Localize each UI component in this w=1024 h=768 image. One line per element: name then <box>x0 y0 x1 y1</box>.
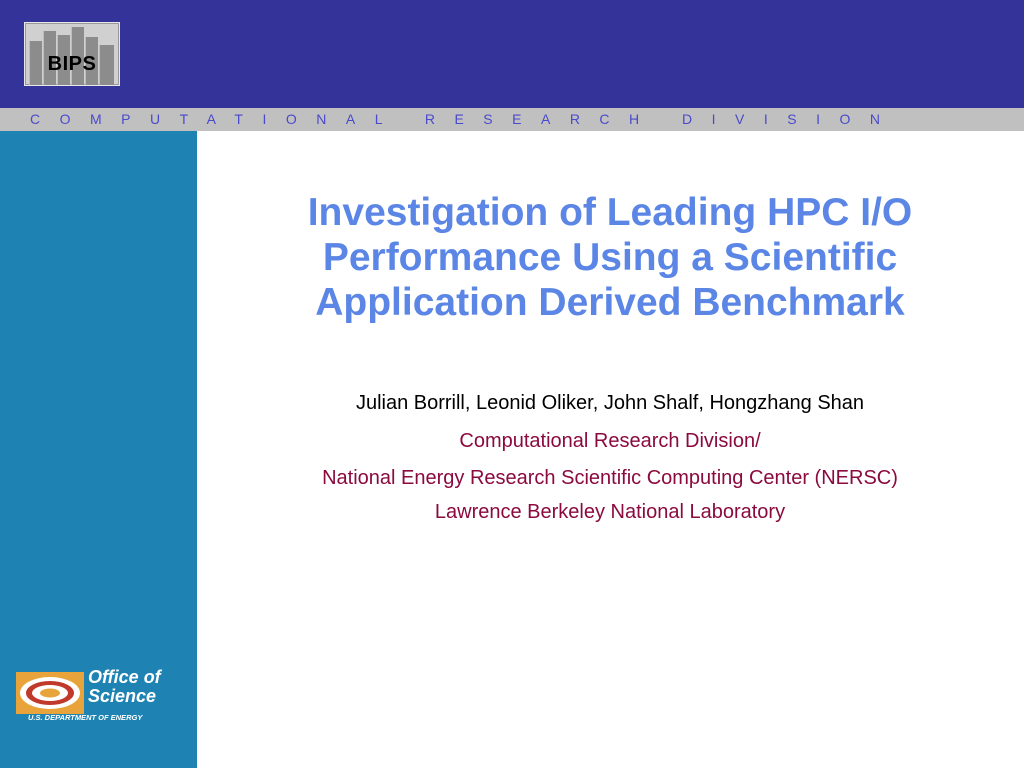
department-label: U.S. DEPARTMENT OF ENERGY <box>28 713 143 722</box>
title-line: Investigation of Leading HPC I/O <box>307 191 913 234</box>
authors: Julian Borrill, Leonid Oliker, John Shalf, Hongzhang Shan <box>355 392 865 414</box>
division-strip <box>0 108 1024 131</box>
affiliation: Computational Research Division/ <box>459 430 761 452</box>
doe-emblem-icon <box>16 672 84 714</box>
affiliation: Lawrence Berkeley National Laboratory <box>434 501 786 523</box>
bips-logo-text: BIPS <box>47 53 97 75</box>
slide-title <box>215 190 1005 325</box>
header-band <box>0 0 1024 108</box>
title-line: Application Derived Benchmark <box>315 281 905 324</box>
bips-logo <box>24 22 120 86</box>
office-of-science-logo <box>14 668 194 728</box>
office-of-science-name: Office of Science <box>88 667 161 706</box>
title-line: Performance Using a Scientific <box>322 236 898 279</box>
affiliation: National Energy Research Scientific Computing Center (NERSC) <box>322 467 898 489</box>
division-label: COMPUTATIONAL RESEARCH DIVISION <box>30 111 900 127</box>
